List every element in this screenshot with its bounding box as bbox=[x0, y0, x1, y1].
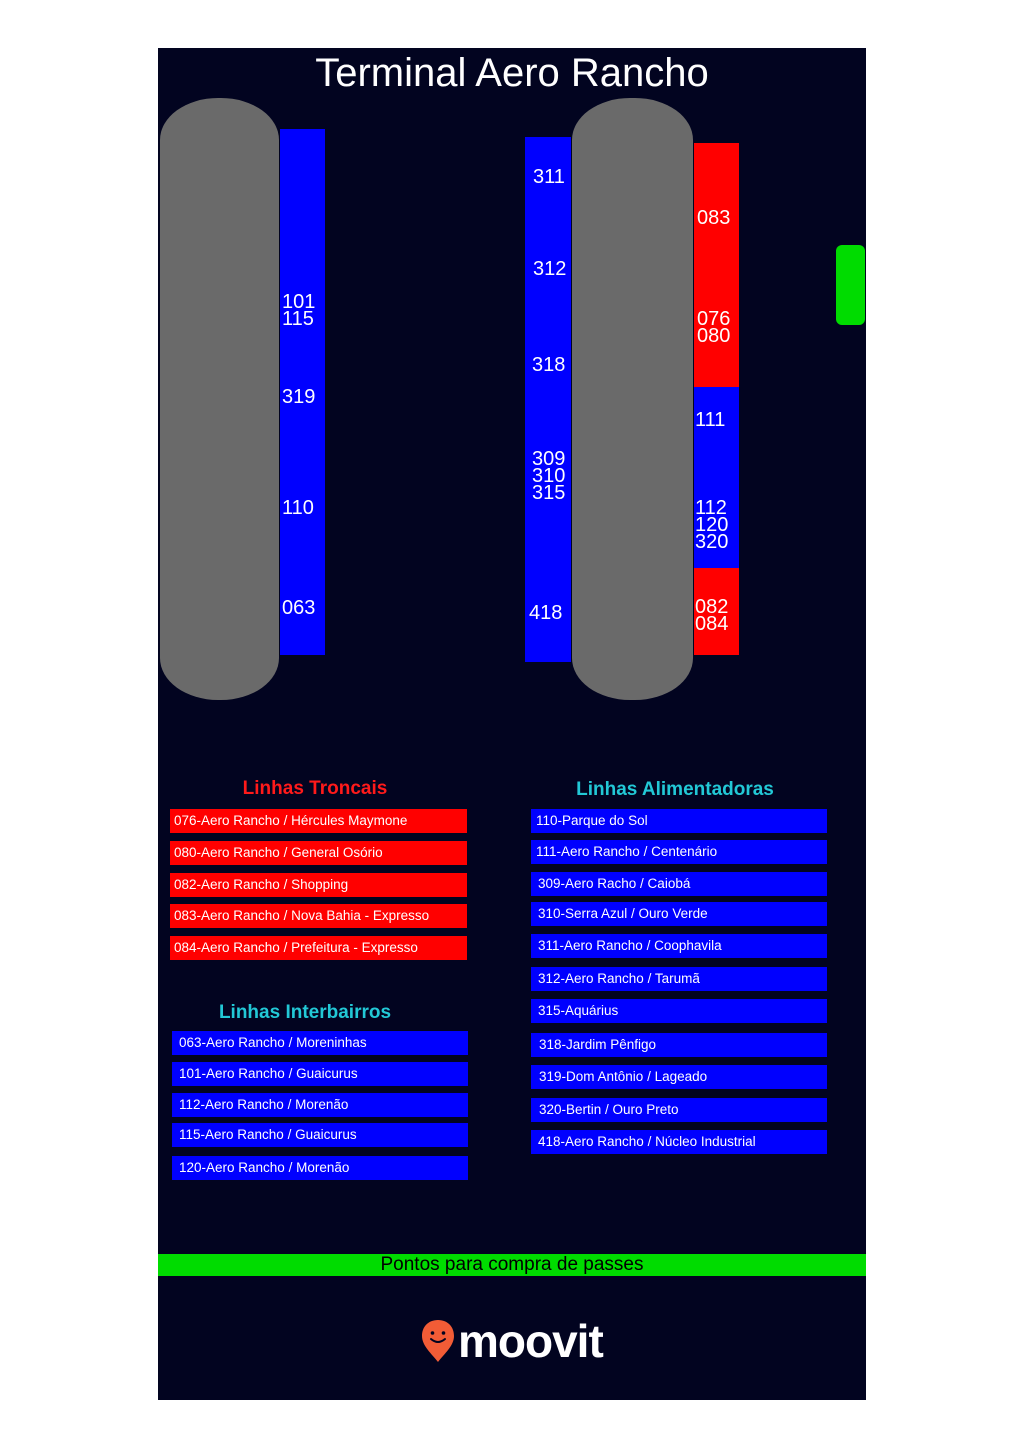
bay-label: 311 bbox=[533, 166, 565, 188]
pass-kiosk-marker bbox=[836, 245, 865, 325]
bay-middle-blue bbox=[525, 137, 571, 662]
list-item: 101-Aero Rancho / Guaicurus bbox=[172, 1062, 468, 1086]
bay-label: 076 080 bbox=[697, 308, 731, 347]
bay-right-blue bbox=[694, 387, 739, 568]
bay-label: 101 115 bbox=[282, 291, 316, 330]
page-title: Terminal Aero Rancho bbox=[315, 51, 709, 95]
moovit-pin-icon bbox=[420, 1318, 456, 1364]
terminal-map bbox=[158, 48, 866, 1400]
list-item: 311-Aero Rancho / Coophavila bbox=[531, 934, 827, 958]
list-item: 083-Aero Rancho / Nova Bahia - Expresso bbox=[170, 904, 467, 928]
list-item: 084-Aero Rancho / Prefeitura - Expresso bbox=[170, 936, 467, 960]
list-item: 110-Parque do Sol bbox=[531, 809, 827, 833]
list-item: 080-Aero Rancho / General Osório bbox=[170, 841, 467, 865]
list-item: 063-Aero Rancho / Moreninhas bbox=[172, 1031, 468, 1055]
platform-right bbox=[572, 98, 693, 700]
list-item: 320-Bertin / Ouro Preto bbox=[531, 1098, 827, 1122]
bay-label: 418 bbox=[529, 602, 563, 624]
moovit-logo bbox=[420, 1316, 610, 1372]
bay-label: 110 bbox=[282, 497, 314, 519]
bay-label: 083 bbox=[697, 207, 731, 229]
legend-heading-interbairros: Linhas Interbairros bbox=[218, 1002, 392, 1023]
list-item: 318-Jardim Pênfigo bbox=[531, 1033, 827, 1057]
moovit-wordmark: moovit bbox=[458, 1315, 603, 1367]
bay-label: 312 bbox=[533, 258, 567, 280]
list-item: 082-Aero Rancho / Shopping bbox=[170, 873, 467, 897]
list-item: 418-Aero Rancho / Núcleo Industrial bbox=[531, 1130, 827, 1154]
list-item: 076-Aero Rancho / Hércules Maymone bbox=[170, 809, 467, 833]
bay-label: 111 bbox=[695, 409, 726, 431]
bay-right-red-bottom bbox=[694, 568, 739, 655]
platform-left bbox=[160, 98, 279, 700]
list-item: 310-Serra Azul / Ouro Verde bbox=[531, 902, 827, 926]
list-item: 111-Aero Rancho / Centenário bbox=[531, 840, 827, 864]
list-item: 115-Aero Rancho / Guaicurus bbox=[172, 1123, 468, 1147]
bay-label: 063 bbox=[282, 597, 316, 619]
legend-heading-troncais: Linhas Troncais bbox=[242, 778, 388, 799]
list-item: 309-Aero Racho / Caiobá bbox=[531, 872, 827, 896]
list-item: 319-Dom Antônio / Lageado bbox=[531, 1065, 827, 1089]
bay-label: 319 bbox=[282, 386, 316, 408]
bay-label: 318 bbox=[532, 354, 566, 376]
bay-label: 112 120 320 bbox=[695, 497, 729, 553]
bay-label: 082 084 bbox=[695, 596, 729, 635]
bay-right-red-top bbox=[694, 143, 739, 387]
list-item: 312-Aero Rancho / Tarumã bbox=[531, 967, 827, 991]
bay-label: 309 310 315 bbox=[532, 448, 566, 504]
bay-left-blue bbox=[280, 129, 325, 655]
list-item: 315-Aquárius bbox=[531, 999, 827, 1023]
passes-bar: Pontos para compra de passes bbox=[158, 1254, 866, 1276]
list-item: 120-Aero Rancho / Morenão bbox=[172, 1156, 468, 1180]
list-item: 112-Aero Rancho / Morenão bbox=[172, 1093, 468, 1117]
legend-heading-alimentadoras: Linhas Alimentadoras bbox=[576, 779, 774, 800]
